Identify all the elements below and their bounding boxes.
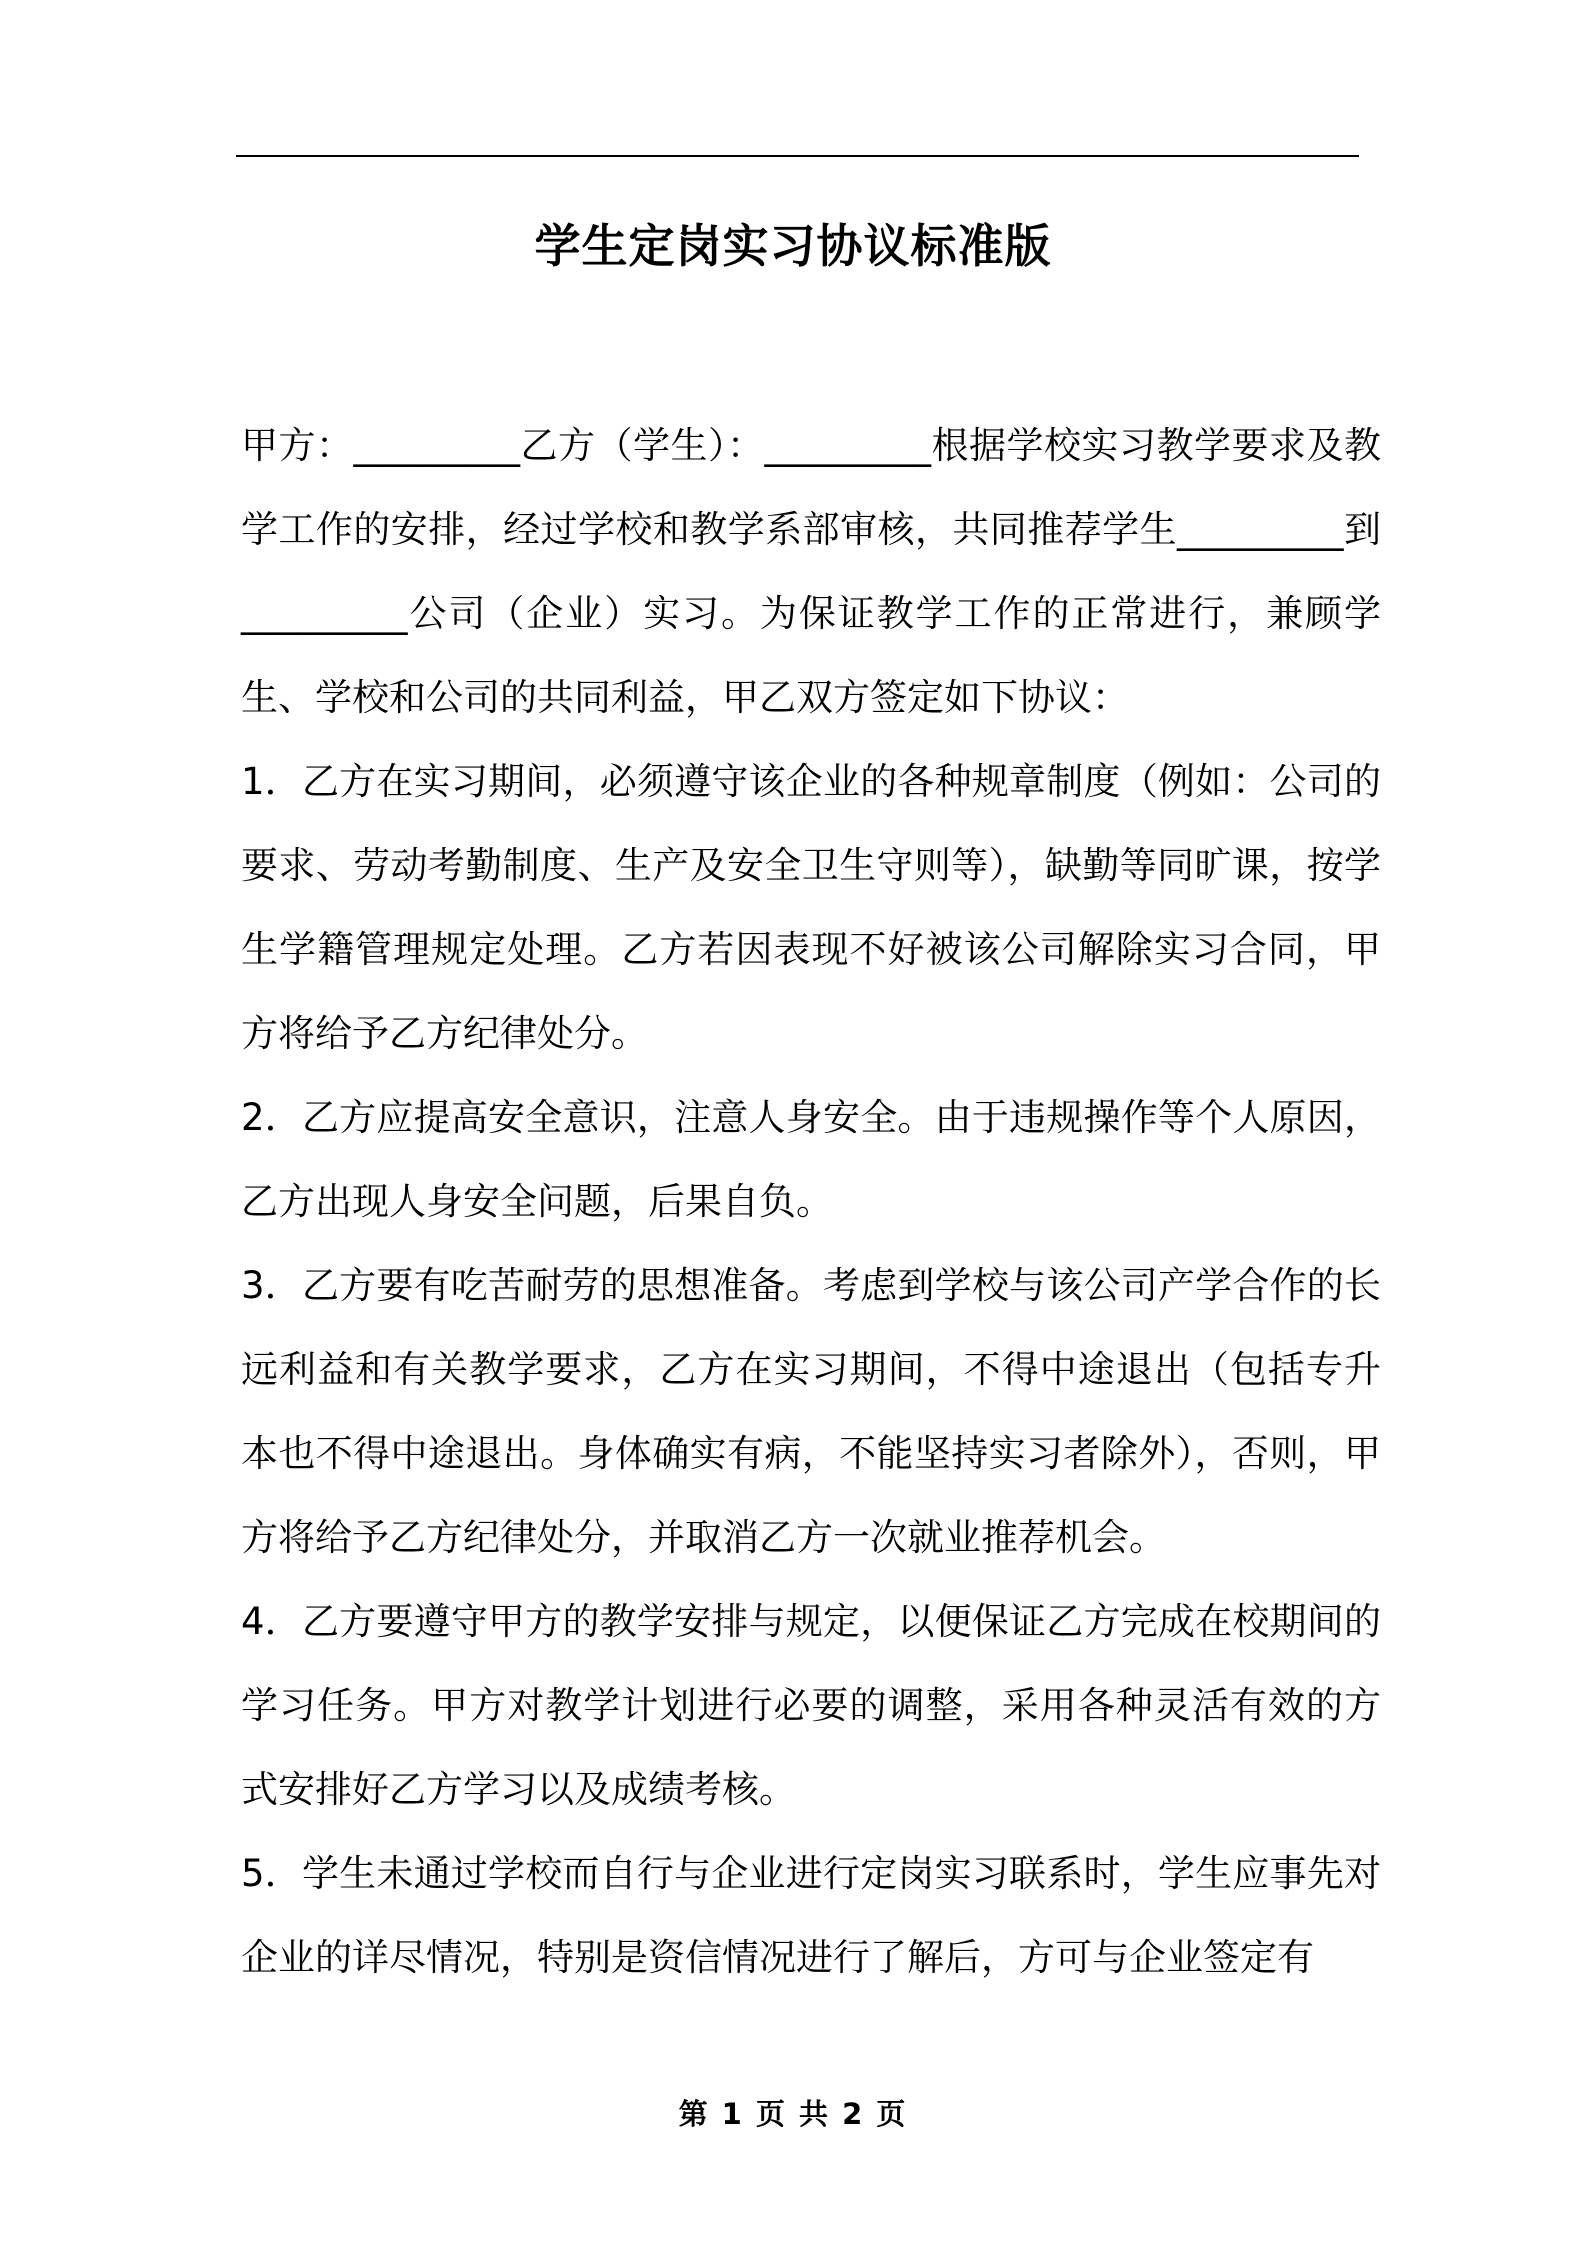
paragraph-clause-2: 2．乙方应提高安全意识，注意人身安全。由于违规操作等个人原因，乙方出现人身安全问题，后果自负。 (241, 1096, 1381, 1223)
paragraph-clause-3: 3．乙方要有吃苦耐劳的思想准备。考虑到学校与该公司产学合作的长远利益和有关教学要求，乙方在实习期间，不得中途退出（包括专升本也不得中途退出。身体确实有病，不能坚持实习者除外），否则，甲方将给予乙方纪律处分，并取消乙方一次就业推荐机会。 (241, 1264, 1381, 1559)
paragraph-clause-5: 5．学生未通过学校而自行与企业进行定岗实习联系时，学生应事先对企业的详尽情况，特别是资信情况进行了解后，方可与企业签定有 (241, 1852, 1381, 1979)
paragraph-intro: 甲方：_________乙方（学生）：_________根据学校实习教学要求及教学工作的安排，经过学校和教学系部审核，共同推荐学生_________到_________公司（企业）实习。为保证教学工作的正常进行，兼顾学生、学校和公司的共同利益，甲乙双方签定如下协议： (241, 424, 1381, 719)
document-body (241, 404, 1381, 2000)
paragraph-clause-4: 4．乙方要遵守甲方的教学安排与规定，以便保证乙方完成在校期间的学习任务。甲方对教学计划进行必要的调整，采用各种灵活有效的方式安排好乙方学习以及成绩考核。 (241, 1600, 1381, 1811)
paragraph-clause-1: 1．乙方在实习期间，必须遵守该企业的各种规章制度（例如：公司的要求、劳动考勤制度、生产及安全卫生守则等），缺勤等同旷课，按学生学籍管理规定处理。乙方若因表现不好被该公司解除实习合同，甲方将给予乙方纪律处分。 (241, 760, 1381, 1055)
header-divider (236, 155, 1359, 157)
document-title: 学生定岗实习协议标准版 (534, 219, 1052, 273)
page-number-footer: 第 1 页 共 2 页 (678, 2097, 908, 2131)
